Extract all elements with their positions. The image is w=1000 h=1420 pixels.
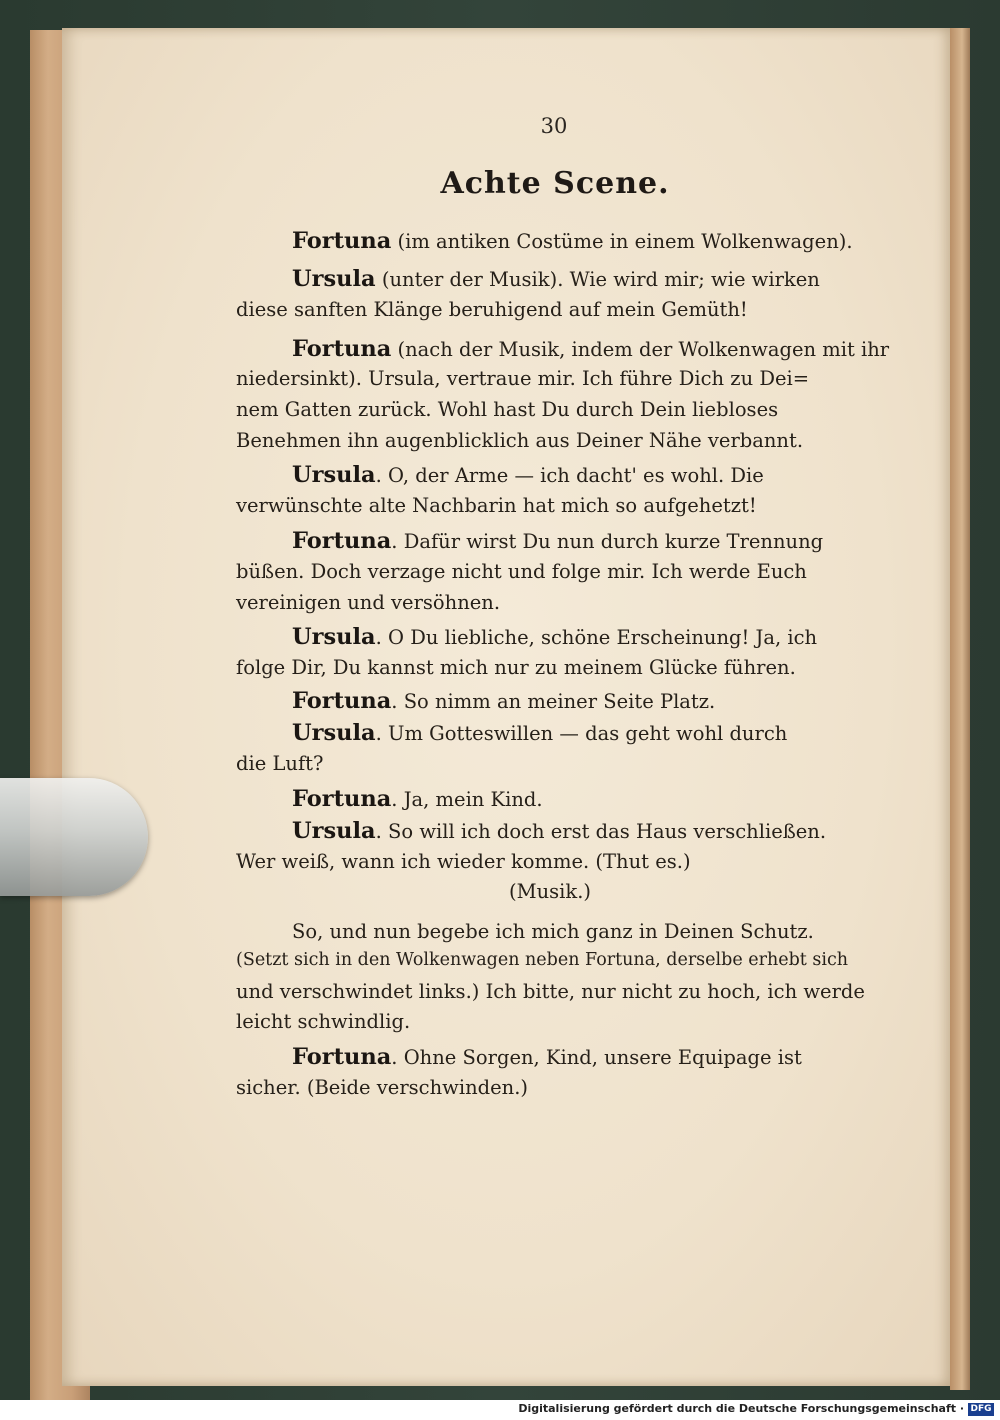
text-line [236,591,864,614]
line-text: Wer weiß, wann ich wieder komme. (Thut es.) [236,850,691,873]
speaker-name: Fortuna [292,528,392,554]
stage-direction [236,880,864,903]
line-text: sicher. (Beide verschwinden.) [236,1076,529,1099]
speaker-name: Ursula [292,720,376,746]
line-text: diese sanften Klänge beruhigend auf mein Gemüth! [236,298,748,321]
line-text: So, und nun begebe ich mich ganz in Deinen Schutz. [292,920,814,943]
text-line [292,266,864,292]
text-line [236,298,864,321]
text-line [292,336,890,362]
line-text: . O, der Arme — ich dacht' es wohl. Die [375,464,764,487]
text-line [292,228,864,254]
speaker-name: Fortuna [292,786,392,812]
speaker-name: Ursula [292,266,376,292]
text-line [236,980,864,1003]
text-line [236,494,864,517]
text-line [236,656,864,679]
line-text: (Musik.) [509,880,591,903]
text-line [292,462,864,488]
text-line [236,1010,864,1033]
text-line [292,818,864,844]
text-line [236,752,864,775]
speaker-name: Fortuna [292,1044,392,1070]
dfg-logo-icon: DFG [968,1403,994,1416]
text-line [292,688,864,714]
line-text: (im antiken Costüme in einem Wolkenwagen). [391,230,853,253]
speaker-name: Ursula [292,624,376,650]
line-text: folge Dir, Du kannst mich nur zu meinem Glücke führen. [236,656,796,679]
line-text: . Ohne Sorgen, Kind, unsere Equipage ist [391,1046,802,1069]
line-text: und verschwindet links.) Ich bitte, nur nicht zu hoch, ich werde [236,980,865,1003]
line-text: . Um Gotteswillen — das geht wohl durch [375,722,788,745]
speaker-name: Fortuna [292,688,392,714]
line-text: . O Du liebliche, schöne Erscheinung! Ja, ich [375,626,818,649]
scene-title: Achte Scene. [440,166,670,201]
text-line [292,528,864,554]
line-text: (nach der Musik, indem der Wolkenwagen mit ihr [391,338,890,361]
text-line [236,398,864,421]
line-text: vereinigen und versöhnen. [236,591,501,614]
text-line [236,1076,864,1099]
speaker-name: Fortuna [292,228,392,254]
bookmark-clip [0,778,148,896]
text-line [236,850,864,873]
speaker-name: Fortuna [292,336,392,362]
page-edge-right [950,28,970,1390]
line-text: . Dafür wirst Du nun durch kurze Trennung [391,530,824,553]
line-text: (Setzt sich in den Wolkenwagen neben Fortuna, derselbe erhebt sich [236,950,849,970]
line-text: (unter der Musik). Wie wird mir; wie wirken [375,268,820,291]
speaker-name: Ursula [292,818,376,844]
line-text: leicht schwindlig. [236,1010,411,1033]
line-text: büßen. Doch verzage nicht und folge mir. Ich werde Euch [236,560,807,583]
line-text: . So will ich doch erst das Haus verschließen. [375,820,827,843]
footer-credit: Digitalisierung gefördert durch die Deutsche Forschungsgemeinschaft · [518,1402,964,1415]
text-line [236,560,864,583]
speaker-name: Ursula [292,462,376,488]
line-text: nem Gatten zurück. Wohl hast Du durch Dein liebloses [236,398,779,421]
page-number: 30 [540,114,568,138]
text-line [292,920,864,943]
line-text: die Luft? [236,752,324,775]
text-line [236,950,864,970]
text-line [292,786,864,812]
text-line [292,1044,864,1070]
text-line [292,720,864,746]
line-text: niedersinkt). Ursula, vertraue mir. Ich führe Dich zu Dei= [236,367,810,390]
line-text: verwünschte alte Nachbarin hat mich so aufgehetzt! [236,494,757,517]
text-line [236,429,864,452]
text-line [236,367,864,390]
text-line [292,624,864,650]
line-text: Benehmen ihn augenblicklich aus Deiner Nähe verbannt. [236,429,804,452]
line-text: . Ja, mein Kind. [391,788,543,811]
line-text: . So nimm an meiner Seite Platz. [391,690,716,713]
